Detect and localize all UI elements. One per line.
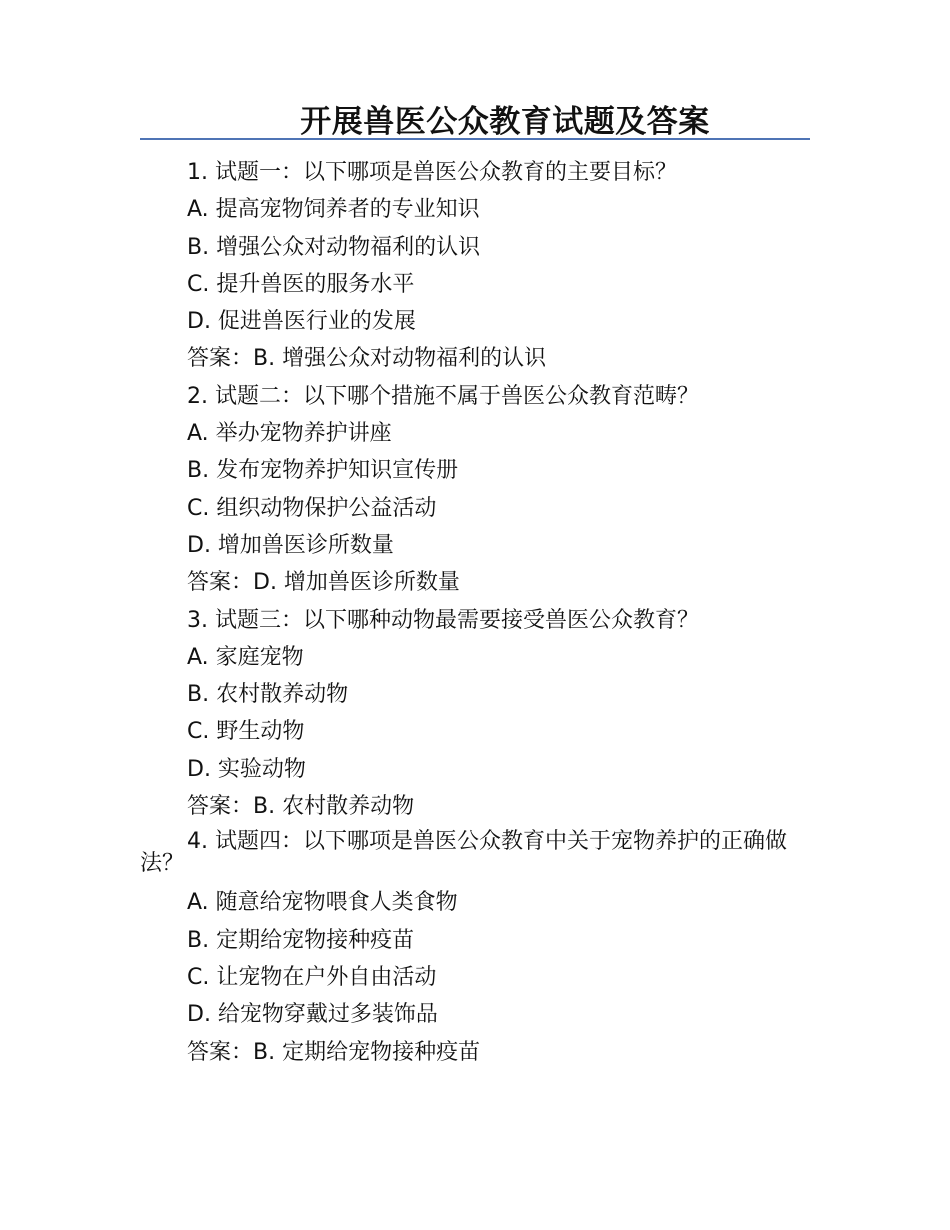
answer-text: 答案：B. 定期给宠物接种疫苗 <box>187 1039 481 1065</box>
option-a: A. 家庭宠物 <box>187 644 304 670</box>
answer-text: 答案：B. 增强公众对动物福利的认识 <box>187 346 547 372</box>
option-b: B. 增强公众对动物福利的认识 <box>187 234 481 260</box>
option-a: A. 随意给宠物喂食人类食物 <box>187 890 458 916</box>
document-title: 开展兽医公众教育试题及答案 <box>300 104 710 140</box>
option-c: C. 让宠物在户外自由活动 <box>187 964 437 990</box>
option-b: B. 农村散养动物 <box>187 682 349 708</box>
option-d: D. 增加兽医诊所数量 <box>187 532 394 558</box>
option-c: C. 野生动物 <box>187 719 305 745</box>
option-d: D. 实验动物 <box>187 756 306 782</box>
question-text: 2. 试题二：以下哪个措施不属于兽医公众教育范畴？ <box>187 383 699 409</box>
option-b: B. 发布宠物养护知识宣传册 <box>187 458 459 484</box>
option-a: A. 举办宠物养护讲座 <box>187 421 392 447</box>
option-c: C. 提升兽医的服务水平 <box>187 271 415 297</box>
title-underline <box>140 138 810 140</box>
question-list <box>140 154 810 1071</box>
answer-text: 答案：D. 增加兽医诊所数量 <box>187 570 460 596</box>
question-text: 4. 试题四：以下哪项是兽医公众教育中关于宠物养护的正确做法？ <box>140 829 787 877</box>
answer-text: 答案：B. 农村散养动物 <box>187 794 415 820</box>
option-c: C. 组织动物保护公益活动 <box>187 495 437 521</box>
option-d: D. 促进兽医行业的发展 <box>187 309 416 335</box>
question-text: 1. 试题一：以下哪项是兽医公众教育的主要目标？ <box>187 160 677 185</box>
option-b: B. 定期给宠物接种疫苗 <box>187 927 415 953</box>
question-text: 3. 试题三：以下哪种动物最需要接受兽医公众教育？ <box>187 607 699 633</box>
option-a: A. 提高宠物饲养者的专业知识 <box>187 197 480 223</box>
option-d: D. 给宠物穿戴过多装饰品 <box>187 1002 438 1028</box>
